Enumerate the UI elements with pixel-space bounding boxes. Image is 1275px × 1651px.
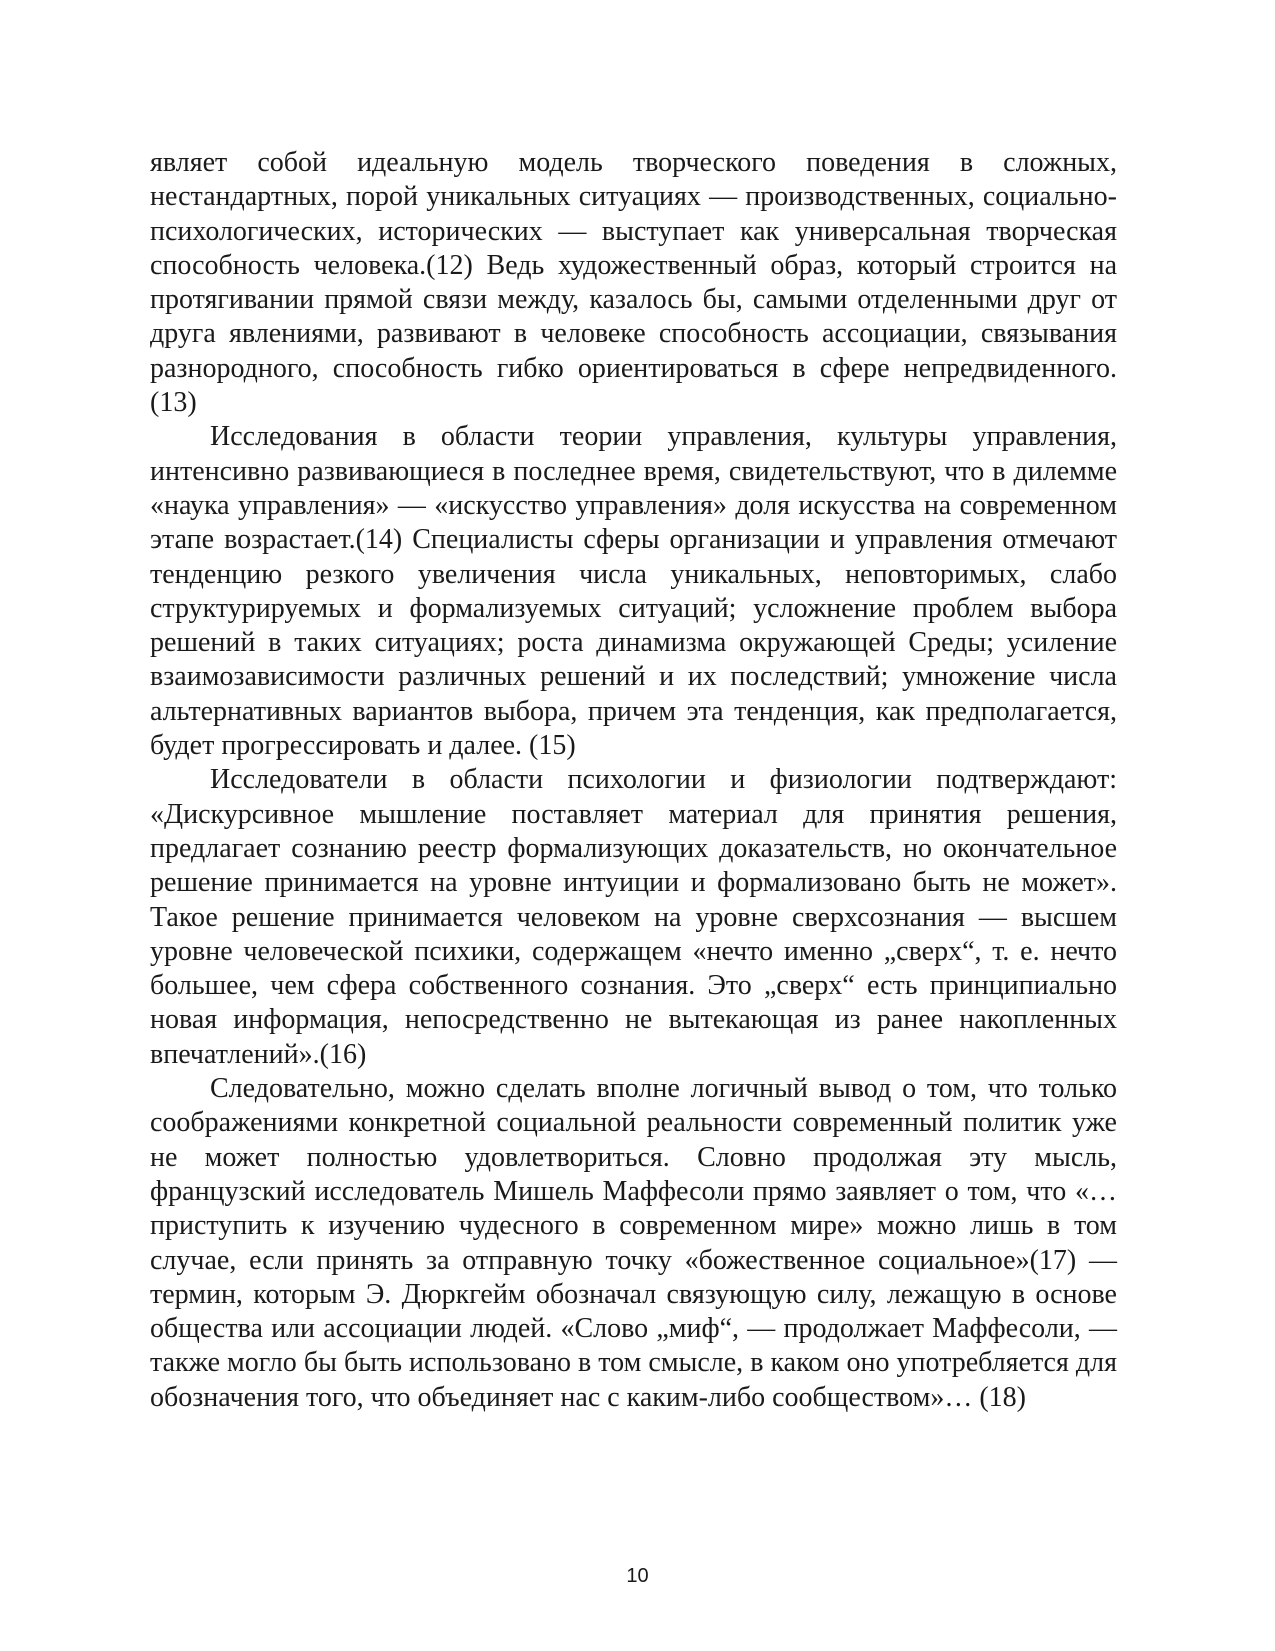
paragraph-management-research: Исследования в области теории управления, культуры управления, интенсивно развивающиеся в последнее время, свидетельствуют, что в дилемме «наука управления» — «искусство управления» доля искусства на современном этапе возрастает.(14) Специалисты сферы организации и управления отмечают тенденцию резкого увеличения числа уникальных, неповторимых, слабо структурируемых и формализуемых ситуаций; усложнение проблем выбора решений в таких ситуациях; роста динамизма окружающей Среды; усиление взаимозависимости различных решений и их последствий; умножение числа альтернативных вариантов выбора, причем эта тенденция, как предполагается, будет прогрессировать и далее. (15) [150, 421, 1117, 762]
paragraph-continuation: являет собой идеальную модель творческого поведения в сложных, нестандартных, порой уникальных ситуациях — производственных, социально-психологических, исторических — выступает как универсальная творческая способность человека.(12) Ведь художественный образ, который строится на протягивании прямой связи между, казалось бы, самыми отделенными друг от друга явлениями, развивают в человеке способность ассоциации, связывания разнородного, способность гибко ориентироваться в сфере непредвиденного.(13) [150, 147, 1117, 419]
page-number: 10 [626, 1565, 649, 1587]
paragraph-conclusion: Следовательно, можно сделать вполне логичный вывод о том, что только соображениями конкретной социальной реальности современный политик уже не может полностью удовлетвориться. Словно продолжая эту мысль, французский исследователь Мишель Маффесоли прямо заявляет о том, что «… приступить к изучению чудесного в современном мире» можно лишь в том случае, если принять за отправную точку «божественное социальное»(17) — термин, которым Э. Дюркгейм обозначал связующую силу, лежащую в основе общества или ассоциации людей. «Слово „миф“, — продолжает Маффесоли, — также могло бы быть использовано в том смысле, в каком оно употребляется для обозначения того, что объединяет нас с каким-либо сообществом»… (18) [150, 1073, 1117, 1413]
paragraph-psychology-research: Исследователи в области психологии и физиологии подтверждают: «Дискурсивное мышление поставляет материал для принятия решения, предлагает сознанию реестр формализующих доказательств, но окончательное решение принимается на уровне интуиции и формализовано быть не может». Такое решение принимается человеком на уровне сверхсознания — высшем уровне человеческой психики, содержащем «нечто именно „сверх“, т. е. нечто большее, чем сфера собственного сознания. Это „сверх“ есть принципиально новая информация, непосредственно не вытекающая из ранее накопленных впечатлений».(16) [150, 764, 1117, 1070]
body-text [150, 146, 1117, 1415]
